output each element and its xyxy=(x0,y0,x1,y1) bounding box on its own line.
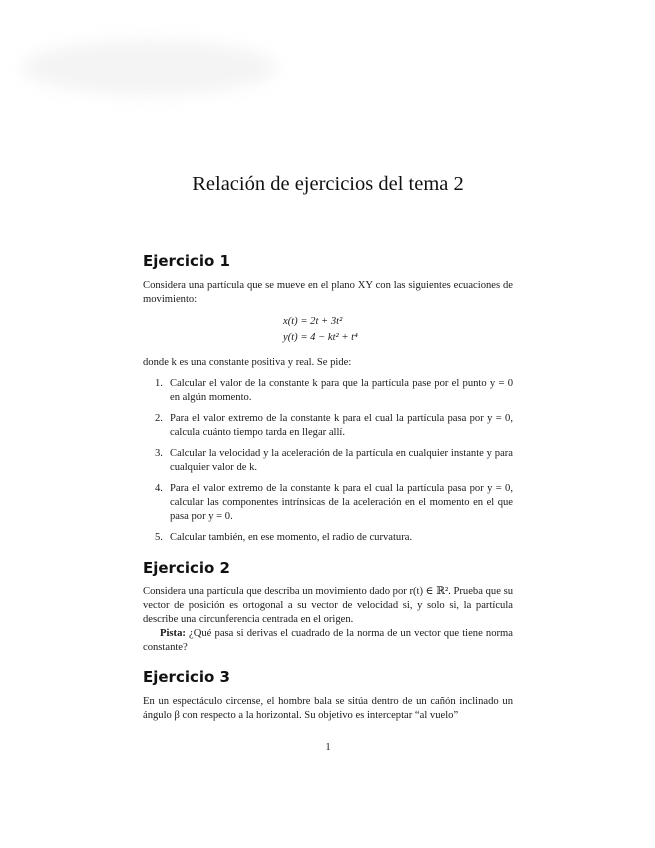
list-item-text: Para el valor extremo de la constante k para el cual la partícula pasa por y = 0, calcula cuánto tiempo tarda en llegar allí. xyxy=(170,413,513,438)
list-item-number: 2. xyxy=(155,413,163,424)
equation-y-rhs: = 4 − kt² + t⁴ xyxy=(300,332,358,343)
list-item xyxy=(143,377,513,405)
hint-label: Pista: xyxy=(160,628,186,639)
exercise-2-hint xyxy=(143,627,513,655)
list-item xyxy=(143,447,513,475)
exercise-1-heading: Ejercicio 1 xyxy=(143,252,230,270)
exercise-3-body: En un espectáculo circense, el hombre bala se sitúa dentro de un cañón inclinado un ángulo β con respecto a la horizontal. Su objetivo es interceptar “al vuelo” xyxy=(143,696,513,721)
list-item-text: Para el valor extremo de la constante k para el cual la partícula pasa por y = 0, calcular las componentes intrínsicas de la aceleración en el momento en el que pasa por y = 0. xyxy=(170,483,513,522)
document-title: Relación de ejercicios del tema 2 xyxy=(192,173,464,195)
exercise-1-list xyxy=(143,377,513,552)
scan-smudge xyxy=(22,40,277,95)
list-item-number: 3. xyxy=(155,448,163,459)
list-item xyxy=(143,482,513,524)
hint-text: ¿Qué pasa si derivas el cuadrado de la norma de un vector que tiene norma constante? xyxy=(143,628,513,653)
exercise-2-body: Considera una partícula que describa un movimiento dado por r(t) ∈ ℝ². Prueba que su vector de posición es ortogonal a su vector de velocidad si, y solo si, la partícula describe una circunferencia centrada en el origen. xyxy=(143,586,513,625)
list-item-number: 4. xyxy=(155,483,163,494)
list-item-text: Calcular también, en ese momento, el radio de curvatura. xyxy=(170,532,413,543)
list-item-number: 1. xyxy=(155,378,163,389)
list-item xyxy=(143,531,513,545)
list-item-number: 5. xyxy=(155,532,163,543)
exercise-3-heading: Ejercicio 3 xyxy=(143,668,230,686)
equation-x xyxy=(283,314,342,330)
equation-y xyxy=(283,330,358,346)
exercise-1-after: donde k es una constante positiva y real. Se pide: xyxy=(143,357,352,368)
list-item xyxy=(143,412,513,440)
list-item-text: Calcular el valor de la constante k para que la partícula pase por el punto y = 0 en algún momento. xyxy=(170,378,513,403)
equation-x-lhs: x(t) xyxy=(283,316,298,327)
exercise-2-heading: Ejercicio 2 xyxy=(143,559,230,577)
equation-y-lhs: y(t) xyxy=(283,332,298,343)
exercise-1-intro: Considera una partícula que se mueve en el plano XY con las siguientes ecuaciones de movimiento: xyxy=(143,280,513,305)
page-number: 1 xyxy=(325,742,331,753)
equation-x-rhs: = 2t + 3t² xyxy=(300,316,343,327)
list-item-text: Calcular la velocidad y la aceleración de la partícula en cualquier instante y para cualquier valor de k. xyxy=(170,448,513,473)
